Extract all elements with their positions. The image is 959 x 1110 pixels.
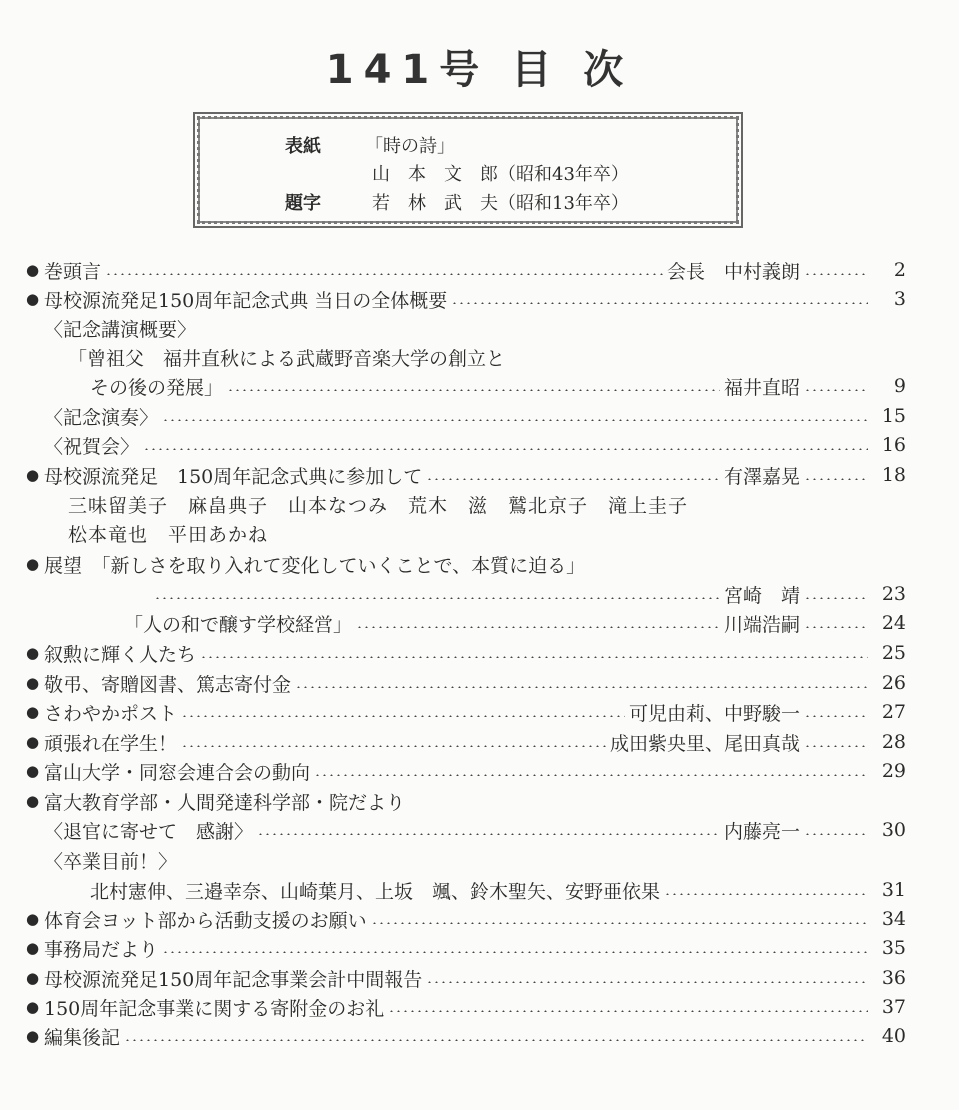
- bullet-icon: ●: [26, 792, 40, 810]
- bullet-icon: ●: [26, 733, 40, 751]
- toc-row: ● さわやかポスト 可児由莉、中野駿一 27: [26, 701, 906, 725]
- toc-row: 〈祝賀会〉 16: [44, 434, 906, 458]
- cover-artist: 山 本 文 郎（昭和43年卒）: [372, 164, 629, 185]
- toc-row: ● 敬弔、寄贈図書、篤志寄付金 26: [26, 672, 906, 696]
- cover-label: 表紙: [285, 136, 321, 157]
- toc-row: ● 母校源流発足 150周年記念式典に参加して 有澤嘉晃 18: [26, 464, 906, 488]
- toc-row: 〈記念演奏〉 15: [44, 405, 906, 429]
- bullet-icon: ●: [26, 910, 40, 928]
- toc-row: その後の発展」 福井直昭 9: [90, 375, 906, 399]
- toc-row: ● 編集後記 40: [26, 1025, 906, 1049]
- toc-row: 〈退官に寄せて 感謝〉 内藤亮一 30: [44, 819, 906, 843]
- calligrapher: 若 林 武 夫（昭和13年卒）: [372, 193, 629, 214]
- bullet-icon: ●: [26, 644, 40, 662]
- bullet-icon: ●: [26, 998, 40, 1016]
- bullet-icon: ●: [26, 290, 40, 308]
- toc-row: ● 展望 「新しさを取り入れて変化していくことで、本質に迫る」: [26, 554, 586, 577]
- toc-row: ● 富大教育学部・人間発達科学部・院だより: [26, 791, 406, 814]
- page-title: [0, 38, 959, 95]
- issue-number: 141号: [325, 47, 490, 93]
- cover-work: 「時の詩」: [365, 136, 455, 157]
- toc-row: ● 巻頭言 会長 中村義朗 2: [26, 259, 906, 283]
- toc-row: 「曾祖父 福井直秋による武蔵野音楽大学の創立と: [68, 347, 506, 370]
- participant-names: 松本竜也 平田あかね: [68, 524, 269, 546]
- bullet-icon: ●: [26, 762, 40, 780]
- toc-row: ● 叙勲に輝く人たち 25: [26, 642, 906, 666]
- bullet-icon: ●: [26, 674, 40, 692]
- bullet-icon: ●: [26, 703, 40, 721]
- participant-names: 三味留美子 麻畠典子 山本なつみ 荒木 滋 鷲北京子 滝上圭子: [68, 495, 689, 517]
- toc-row: ● 富山大学・同窓会連合会の動向 29: [26, 760, 906, 784]
- toc-row: ● 事務局だより 35: [26, 937, 906, 961]
- bullet-icon: ●: [26, 466, 40, 484]
- toc-row: 宮崎 靖 23: [150, 579, 906, 609]
- bullet-icon: ●: [26, 1027, 40, 1045]
- toc-row: ● 母校源流発足150周年記念事業会計中間報告 36: [26, 967, 906, 991]
- toc-row: 〈卒業目前！〉: [44, 850, 178, 873]
- bullet-icon: ●: [26, 939, 40, 957]
- bullet-icon: ●: [26, 555, 40, 573]
- calligraphy-label: 題字: [285, 193, 321, 214]
- toc-row: 「人の和で醸す学校経営」 川端浩嗣 24: [124, 612, 906, 636]
- toc-row: 〈記念講演概要〉: [44, 318, 197, 341]
- bullet-icon: ●: [26, 969, 40, 987]
- toc-row: ● 母校源流発足150周年記念式典 当日の全体概要 3: [26, 288, 906, 312]
- bullet-icon: ●: [26, 261, 40, 279]
- title-word-2: 次: [583, 47, 634, 93]
- title-word-1: 目: [511, 47, 562, 93]
- toc-row: 北村憲伸、三邉幸奈、山崎葉月、上坂 颯、鈴木聖矢、安野亜依果 31: [90, 879, 906, 903]
- toc-row: ● 150周年記念事業に関する寄附金のお礼 37: [26, 996, 906, 1020]
- toc-row: ● 体育会ヨット部から活動支援のお願い 34: [26, 908, 906, 932]
- toc-row: ● 頑張れ在学生！ 成田紫央里、尾田真哉 28: [26, 731, 906, 755]
